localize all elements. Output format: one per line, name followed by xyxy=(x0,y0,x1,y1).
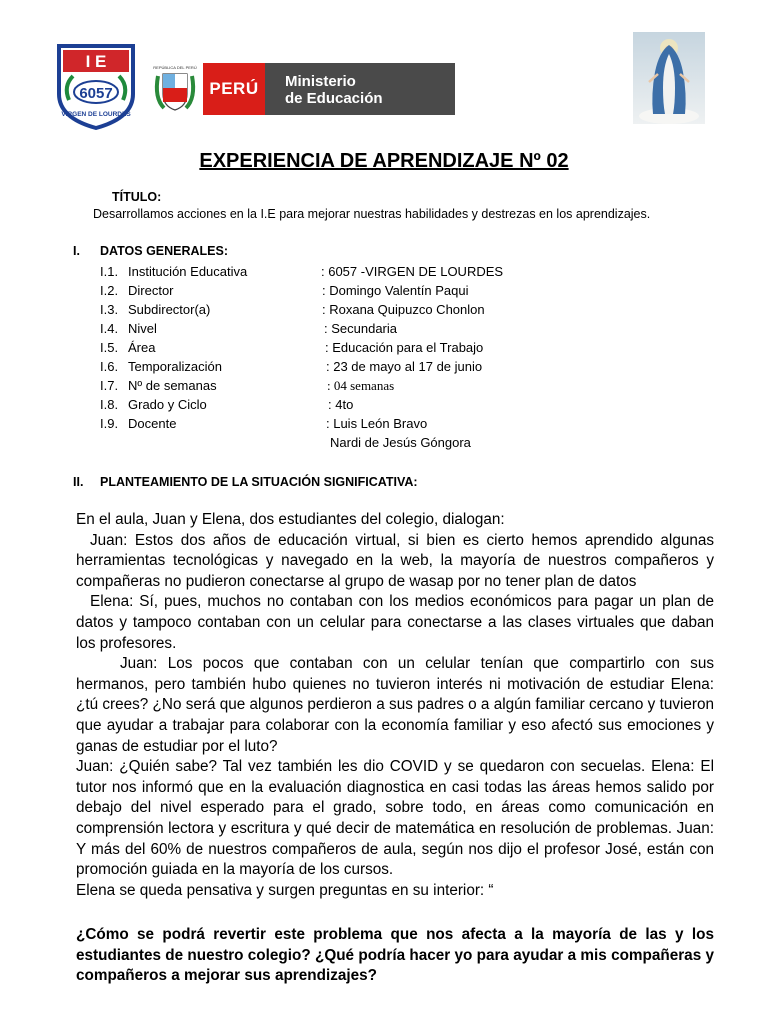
row-value: : 6057 -VIRGEN DE LOURDES xyxy=(321,264,504,279)
section-2-number: II. xyxy=(73,475,84,489)
row-label: Nº de semanas xyxy=(128,378,217,393)
section-1-title: DATOS GENERALES: xyxy=(100,244,229,258)
situation-text xyxy=(76,510,714,901)
titulo-label: TÍTULO: xyxy=(112,190,162,204)
guiding-question: ¿Cómo se podrá revertir este problema que nos afecta a la mayoría de las y los estudiantes de nuestro colegio? ¿Qué podría hacer yo para ayudar a mis compañeras y compañeros a mejorar sus aprendizajes? xyxy=(76,926,714,985)
row-number: I.8. xyxy=(100,397,119,412)
row-number: I.5. xyxy=(100,340,119,355)
row-number: I.9. xyxy=(100,416,119,431)
row-label: Área xyxy=(128,340,156,355)
row-value: : Domingo Valentín Paqui xyxy=(322,283,469,298)
row-number: I.3. xyxy=(100,302,119,317)
row-number: I.2. xyxy=(100,283,119,298)
paragraph: Juan: ¿Quién sabe? Tal vez también les dio COVID y se quedaron con secuelas. Elena: El tutor nos informó que en la evaluación diagnostica en casi todas las áreas hemos salido por debajo del nivel esperado para el grado, sobre todo, en áreas como comunicación en comprensión lectora y escritura y qué decir de matemática en resolución de problemas. Juan: Y más del 60% de nuestros compañeros de aula, según nos dijo el profesor José, están con promoción guiada en la mayoría de los cursos. xyxy=(76,758,714,879)
row-label: Subdirector(a) xyxy=(128,302,211,317)
row-label: Docente xyxy=(128,416,177,431)
row-label: Grado y Ciclo xyxy=(128,397,207,412)
row-number: I.1. xyxy=(100,264,119,279)
shield-letters: I E xyxy=(85,52,107,71)
row-label: Institución Educativa xyxy=(128,264,248,279)
row-value: : 23 de mayo al 17 de junio xyxy=(326,359,483,374)
coat-caption: REPÚBLICA DEL PERÚ xyxy=(153,65,197,70)
shield-number: 6057 xyxy=(79,85,113,102)
row-number: I.6. xyxy=(100,359,119,374)
row-label: Nivel xyxy=(128,321,157,336)
row-value-second: Nardi de Jesús Góngora xyxy=(330,435,471,450)
document-title: EXPERIENCIA DE APRENDIZAJE Nº 02 xyxy=(199,150,569,172)
row-value: : 4to xyxy=(328,397,354,412)
row-value: : Luis León Bravo xyxy=(326,416,428,431)
virgin-mary-image xyxy=(633,32,705,124)
ministry-line-2: de Educación xyxy=(285,90,383,107)
section-1-number: I. xyxy=(73,244,80,258)
row-value: : Educación para el Trabajo xyxy=(325,340,484,355)
peru-coat-of-arms xyxy=(150,62,200,114)
peru-label: PERÚ xyxy=(203,63,265,115)
row-number: I.7. xyxy=(100,378,119,393)
row-value: : 04 semanas xyxy=(327,378,395,393)
titulo-text: Desarrollamos acciones en la I.E para mejorar nuestras habilidades y destrezas en los aprendizajes. xyxy=(93,207,651,221)
paragraph: Juan: Estos dos años de educación virtual, si bien es cierto hemos aprendido algunas herramientas tecnológicas y navegado en la web, la mayoría de nuestros compañeros y compañeras no pudieron conectarse al grupo de wasap por no tener plan de datos xyxy=(76,531,714,590)
paragraph: Elena se queda pensativa y surgen preguntas en su interior: “ xyxy=(76,881,494,899)
row-number: I.4. xyxy=(100,321,119,336)
school-shield-logo xyxy=(55,42,137,130)
ministry-banner xyxy=(265,63,455,115)
section-2-title: PLANTEAMIENTO DE LA SITUACIÓN SIGNIFICATIVA: xyxy=(100,475,418,489)
ministry-line-1: Ministerio xyxy=(285,73,356,90)
row-label: Temporalización xyxy=(128,359,222,374)
row-value: : Roxana Quipuzco Chonlon xyxy=(322,302,485,317)
shield-motto: VIRGEN DE LOURDES xyxy=(61,111,131,118)
paragraph: Juan: Los pocos que contaban con un celular tenían que compartirlo con sus hermanos, pero también hubo quienes no tuvieron interés ni motivación de estudiar Elena: ¿tú crees? ¿No será que algunos perdieron a sus padres o a algún familiar cercano y tuvieron que ayudar a trabajar para colaborar con la economía familiar y eso afectó sus emociones y ganas de estudiar por el luto? xyxy=(76,655,714,755)
paragraph: En el aula, Juan y Elena, dos estudiantes del colegio, dialogan: xyxy=(76,511,505,528)
row-value: : Secundaria xyxy=(324,321,397,336)
paragraph: Elena: Sí, pues, muchos no contaban con los medios económicos para pagar un plan de datos y tampoco contaban con un celular para conectarse a las clases virtuales que daban los profesores. xyxy=(76,593,714,652)
row-label: Director xyxy=(128,283,174,298)
